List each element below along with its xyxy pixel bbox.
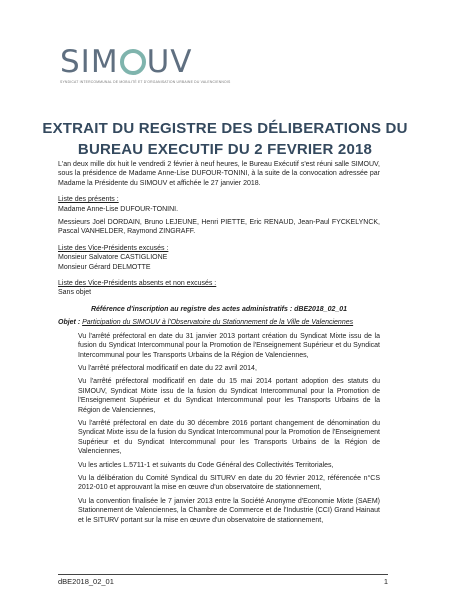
title-line-2: BUREAU EXECUTIF DU 2 FEVRIER 2018	[77, 141, 373, 158]
vu-paragraph-5: Vu les articles L.5711-1 et suivants du Code Général des Collectivités Territoriales,	[78, 461, 334, 469]
logo-text-start: SIM	[60, 44, 119, 80]
document-body	[58, 160, 380, 525]
logo-tagline: SYNDICAT INTERCOMMUNAL DE MOBILITÉ ET D'ORGANISATION URBAINE DU VALENCIENNOIS	[60, 80, 231, 84]
logo-wordmark	[60, 46, 230, 78]
registry-reference: Référence d'inscription au registre des actes administratifs : dBE2018_02_01	[90, 305, 348, 313]
presents-heading: Liste des présents :	[58, 196, 119, 204]
vu-paragraph-4: Vu l'arrêté préfectoral en date du 30 décembre 2016 portant changement de dénomination du Syndicat Mixte issu de la fusion du Syndicat Intercommunal pour la Promotion de l'Enseignement Supérieur et du Syndicat Intercommunal pour les Transports Urbains de la Région de Valenciennes,	[78, 419, 380, 456]
objet-line	[58, 318, 380, 327]
simouv-logo	[60, 46, 230, 84]
presents-president: Madame Anne-Lise DUFOUR-TONINI.	[58, 205, 179, 213]
vu-paragraph-3: Vu l'arrêté préfectoral modificatif en date du 15 mai 2014 portant adoption des statuts du SIMOUV, Syndicat Mixte issu de la fusion du Syndicat Intercommunal pour la Promotion de l'Enseignement Supérieur et du Syndicat Intercommunal pour les Transports Urbains de la Région de Valenciennes,	[78, 378, 380, 414]
excuses-heading: Liste des Vice-Présidents excusés :	[58, 244, 169, 252]
logo-circle-mark	[120, 49, 146, 75]
page-footer	[58, 574, 388, 586]
vu-paragraph-7: Vu la convention finalisée le 7 janvier 2013 entre la Société Anonyme d'Economie Mixte (SAEM) Stationnement de Valenciennes, la Chambre de Commerce et de l'Industrie (CCI) Grand Hainaut et le SITURV portant sur la mise en œuvre d'un observatoire de stationnement,	[78, 497, 380, 524]
absents-heading: Liste des Vice-Présidents absents et non excusés :	[58, 280, 217, 288]
presents-members: Messieurs Joël DORDAIN, Bruno LEJEUNE, Henri PIETTE, Eric RENAUD, Jean-Paul FYCKELYNCK, Pascal VANHELDER, Raymond ZINGRAFF.	[58, 219, 380, 236]
logo-text-end: UV	[146, 44, 193, 80]
footer-reference: dBE2018_02_01	[58, 577, 114, 586]
absents-value: Sans objet	[58, 289, 92, 297]
vu-paragraph-1: Vu l'arrêté préfectoral en date du 31 janvier 2013 portant création du Syndicat Mixte issu de la fusion du Syndicat Intercommunal pour la Promotion de l'Enseignement Supérieur et du Syndicat Intercommunal pour les Transports Urbains de la Région de Valenciennes,	[78, 332, 380, 359]
title-line-1: EXTRAIT DU REGISTRE DES DÉLIBERATIONS DU	[42, 120, 408, 137]
document-title	[0, 118, 450, 160]
vu-paragraph-6: Vu la délibération du Comité Syndical du SITURV en date du 20 février 2012, référencée n°CS 2012-010 et approuvant la mise en œuvre d'un observatoire de stationnement,	[78, 474, 380, 492]
intro-paragraph: L'an deux mille dix huit le vendredi 2 février à neuf heures, le Bureau Exécutif s'est réuni salle SIMOUV, sous la présidence de Madame Anne-Lise DUFOUR-TONINI, à la suite de la convocation adressée par Madame la Présidente du SIMOUV et affichée le 27 janvier 2018.	[58, 161, 380, 187]
excuses-line-2: Monsieur Gérard DELMOTTE	[58, 263, 151, 271]
vu-paragraph-2: Vu l'arrêté préfectoral modificatif en date du 22 avril 2014,	[78, 364, 257, 372]
excuses-line-1: Monsieur Salvatore CASTIGLIONE	[58, 254, 168, 262]
objet-text: Participation du SIMOUV à l'Observatoire du Stationnement de la Ville de Valenciennes	[82, 319, 354, 327]
page-number: 1	[383, 577, 388, 586]
objet-label: Objet :	[58, 319, 81, 327]
